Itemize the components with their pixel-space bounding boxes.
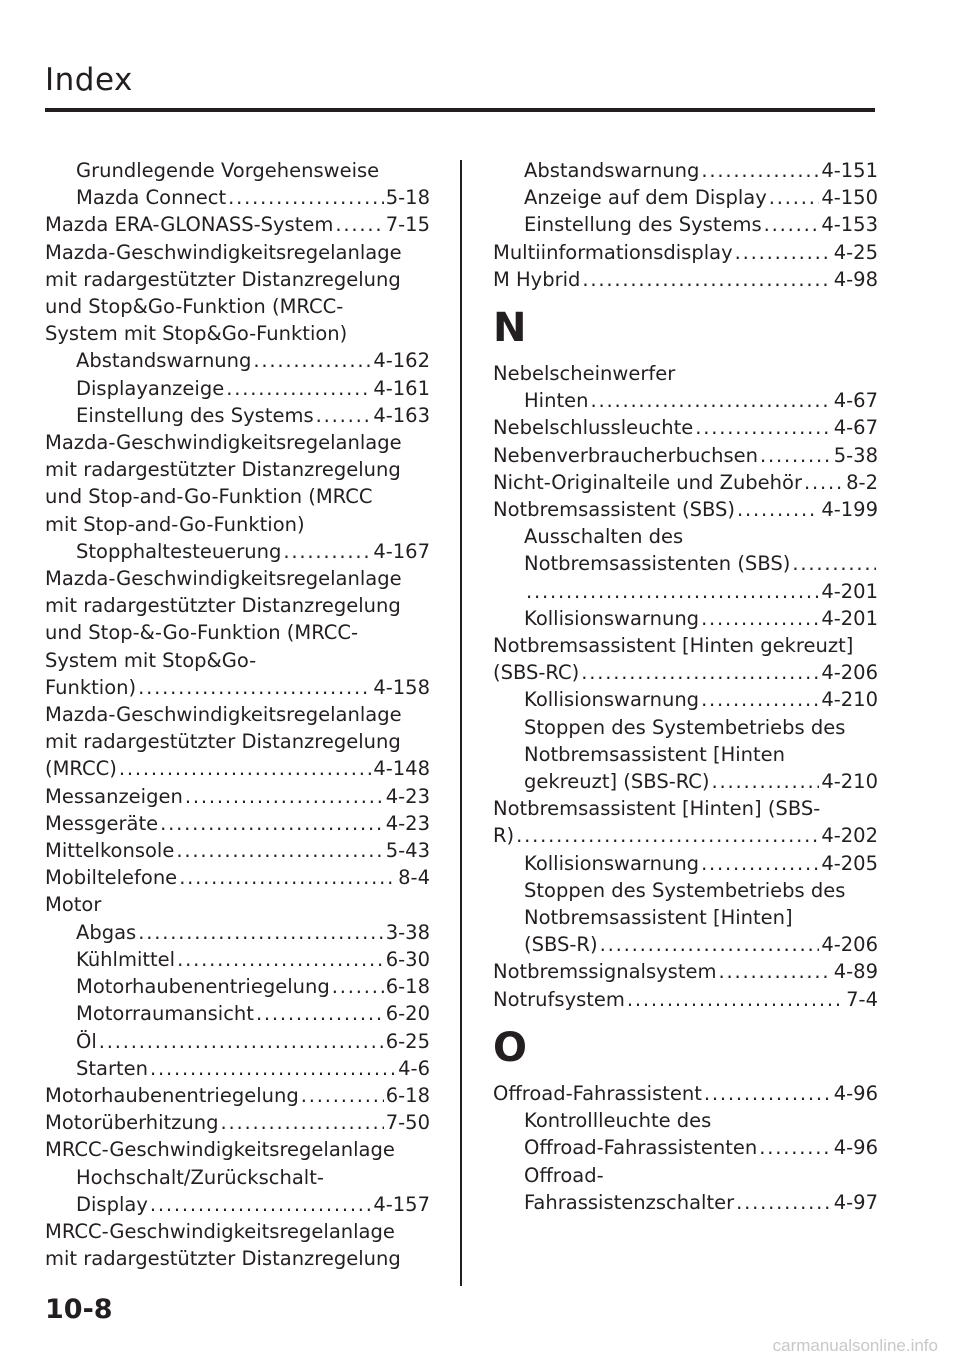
entry-page-reference: 6-18 bbox=[385, 975, 430, 999]
index-entry-heading: Nebelscheinwerfer bbox=[493, 362, 676, 386]
entry-page-reference: 7-15 bbox=[385, 213, 430, 237]
entry-label: Funktion) bbox=[45, 675, 137, 699]
entry-label: Einstellung des Systems bbox=[76, 403, 314, 427]
index-subentry bbox=[45, 1028, 430, 1055]
leader-dots bbox=[804, 469, 844, 496]
entry-label: Fahrassistenzschalter bbox=[524, 1190, 735, 1214]
entry-page-reference: 4-201 bbox=[821, 579, 878, 603]
index-entry-heading: Mazda-Geschwindigkeitsregelanlage bbox=[45, 240, 402, 264]
leader-dots bbox=[590, 387, 831, 414]
index-subentry bbox=[493, 578, 878, 605]
index-entry-heading: MRCC-Geschwindigkeitsregelanlage bbox=[45, 1138, 395, 1162]
leader-dots bbox=[256, 1000, 384, 1027]
index-entry bbox=[493, 1080, 878, 1107]
entry-label: Offroad-Fahrassistenten bbox=[524, 1136, 758, 1160]
entry-page-reference: 4-201 bbox=[821, 606, 878, 630]
leader-dots bbox=[792, 550, 876, 577]
leader-dots bbox=[176, 837, 383, 864]
leader-dots bbox=[316, 402, 372, 429]
leader-dots bbox=[704, 1080, 832, 1107]
index-subentry bbox=[493, 931, 878, 958]
entry-label: R) bbox=[493, 824, 515, 848]
index-entry bbox=[493, 958, 878, 985]
leader-dots bbox=[695, 414, 832, 441]
index-entry bbox=[493, 239, 878, 266]
index-entry bbox=[493, 822, 878, 849]
index-subentry bbox=[493, 1189, 878, 1216]
entry-page-reference: 4-163 bbox=[373, 403, 430, 427]
leader-dots bbox=[735, 239, 832, 266]
leader-dots bbox=[138, 674, 371, 701]
index-subentry-heading: Stoppen des Systembetriebs des bbox=[524, 715, 846, 739]
index-entry bbox=[45, 864, 430, 891]
entry-page-reference: 6-18 bbox=[385, 1083, 430, 1107]
entry-label: Anzeige auf dem Display bbox=[524, 186, 767, 210]
index-entry-heading: Notbremsassistent [Hinten] (SBS- bbox=[493, 797, 821, 821]
index-subentry bbox=[45, 1000, 430, 1027]
entry-label: Motorhaubenentriegelung bbox=[45, 1083, 299, 1107]
leader-dots bbox=[769, 184, 820, 211]
entry-label: Mittelkonsole bbox=[45, 839, 175, 863]
entry-label: Kühlmittel bbox=[76, 947, 176, 971]
leader-dots bbox=[526, 578, 819, 605]
index-subentry bbox=[45, 973, 430, 1000]
entry-label: Notrufsystem bbox=[493, 987, 625, 1011]
index-column-right bbox=[493, 157, 878, 1216]
leader-dots bbox=[701, 157, 819, 184]
entry-page-reference: 4-199 bbox=[821, 498, 878, 522]
entry-label: Display bbox=[76, 1192, 148, 1216]
entry-page-reference: 7-50 bbox=[385, 1111, 430, 1135]
index-subentry bbox=[45, 1055, 430, 1082]
leader-dots bbox=[764, 211, 820, 238]
entry-label: Nebenverbraucherbuchsen bbox=[493, 443, 759, 467]
entry-page-reference: 8-4 bbox=[398, 866, 430, 890]
entry-page-reference: 4-206 bbox=[821, 933, 878, 957]
entry-label: Motorhaubenentriegelung bbox=[76, 975, 330, 999]
entry-label: Notbremsassistenten (SBS) bbox=[524, 552, 791, 576]
leader-dots bbox=[138, 919, 384, 946]
watermark: carmanualsonline.info bbox=[772, 1336, 938, 1355]
entry-page-reference: 5-43 bbox=[385, 839, 430, 863]
index-subentry-heading: Ausschalten des bbox=[524, 525, 684, 549]
index-entry bbox=[45, 755, 430, 782]
section-letter: N bbox=[493, 305, 527, 352]
index-subentry bbox=[493, 211, 878, 238]
entry-page-reference: 4-158 bbox=[373, 675, 430, 699]
leader-dots bbox=[737, 496, 819, 523]
entry-page-reference: 4-210 bbox=[821, 688, 878, 712]
leader-dots bbox=[301, 1082, 384, 1109]
entry-label: (MRCC) bbox=[45, 757, 117, 781]
entry-page-reference: 5-38 bbox=[833, 443, 878, 467]
leader-dots bbox=[221, 1109, 384, 1136]
leader-dots bbox=[228, 184, 384, 211]
index-subentry bbox=[45, 1191, 430, 1218]
entry-label: Kollisionswarnung bbox=[524, 851, 700, 875]
leader-dots bbox=[701, 686, 819, 713]
entry-page-reference: 6-20 bbox=[385, 1002, 430, 1026]
entry-page-reference: 4-153 bbox=[821, 213, 878, 237]
leader-dots bbox=[516, 822, 819, 849]
entry-page-reference: 4-210 bbox=[821, 770, 878, 794]
index-subentry bbox=[45, 538, 430, 565]
entry-page-reference: 4-205 bbox=[821, 851, 878, 875]
index-entry-heading: mit radargestützter Distanzregelung bbox=[45, 1247, 401, 1271]
index-subentry-heading: Hochschalt/Zurückschalt- bbox=[76, 1165, 324, 1189]
index-entry-heading: Motor bbox=[45, 893, 102, 917]
entry-label: Offroad-Fahrassistent bbox=[493, 1081, 702, 1105]
index-entry-heading: mit radargestützter Distanzregelung bbox=[45, 267, 401, 291]
leader-dots bbox=[712, 768, 820, 795]
index-subentry bbox=[45, 184, 430, 211]
page-title: Index bbox=[45, 62, 133, 98]
leader-dots bbox=[760, 442, 832, 469]
entry-label: Motorüberhitzung bbox=[45, 1111, 219, 1135]
entry-label: Mobiltelefone bbox=[45, 866, 178, 890]
index-entry bbox=[45, 674, 430, 701]
leader-dots bbox=[701, 850, 819, 877]
index-entry bbox=[493, 266, 878, 293]
index-entry bbox=[493, 414, 878, 441]
index-subentry-heading: Notbremsassistent [Hinten bbox=[524, 742, 786, 766]
index-entry bbox=[493, 659, 878, 686]
index-subentry-heading: Stoppen des Systembetriebs des bbox=[524, 878, 846, 902]
index-entry-heading: System mit Stop&Go- bbox=[45, 648, 257, 672]
index-subentry bbox=[45, 946, 430, 973]
entry-label: Nicht-Originalteile und Zubehör bbox=[493, 470, 802, 494]
entry-label: Stopphaltesteuerung bbox=[76, 539, 282, 563]
entry-page-reference: 4-89 bbox=[833, 960, 878, 984]
entry-label: Kollisionswarnung bbox=[524, 606, 700, 630]
index-subentry-heading: Kontrollleuchte des bbox=[524, 1109, 712, 1133]
index-subentry bbox=[493, 184, 878, 211]
index-entry-heading: Mazda-Geschwindigkeitsregelanlage bbox=[45, 703, 402, 727]
index-entry-heading: und Stop&Go-Funktion (MRCC- bbox=[45, 295, 344, 319]
index-entry bbox=[45, 1082, 430, 1109]
index-entry-heading: Mazda-Geschwindigkeitsregelanlage bbox=[45, 431, 402, 455]
entry-label: Abgas bbox=[76, 920, 137, 944]
column-divider bbox=[460, 160, 462, 1286]
entry-label: Mazda Connect bbox=[76, 186, 227, 210]
index-subentry bbox=[493, 768, 878, 795]
entry-page-reference: 6-25 bbox=[385, 1029, 430, 1053]
entry-page-reference: 4-206 bbox=[821, 661, 878, 685]
entry-label: Displayanzeige bbox=[76, 376, 225, 400]
leader-dots bbox=[582, 266, 831, 293]
entry-label: gekreuzt] (SBS-RC) bbox=[524, 770, 710, 794]
leader-dots bbox=[581, 659, 819, 686]
leader-dots bbox=[160, 810, 384, 837]
index-entry-heading: und Stop-and-Go-Funktion (MRCC bbox=[45, 485, 373, 509]
leader-dots bbox=[718, 958, 831, 985]
leader-dots bbox=[600, 931, 820, 958]
entry-page-reference: 4-67 bbox=[833, 389, 878, 413]
index-subentry bbox=[493, 550, 878, 577]
entry-page-reference: 8-2 bbox=[846, 470, 878, 494]
index-subentry bbox=[45, 919, 430, 946]
index-subentry-heading: Offroad- bbox=[524, 1163, 604, 1187]
index-entry-heading: mit radargestützter Distanzregelung bbox=[45, 594, 401, 618]
leader-dots bbox=[226, 375, 371, 402]
leader-dots bbox=[150, 1055, 396, 1082]
entry-label: Motorraumansicht bbox=[76, 1002, 254, 1026]
index-entry bbox=[493, 986, 878, 1013]
entry-label: Multiinformationsdisplay bbox=[493, 240, 733, 264]
entry-page-reference: 4-157 bbox=[373, 1192, 430, 1216]
leader-dots bbox=[99, 1028, 384, 1055]
entry-page-reference: 4-148 bbox=[373, 757, 430, 781]
entry-label: Messgeräte bbox=[45, 811, 159, 835]
leader-dots bbox=[283, 538, 371, 565]
entry-page-reference: 4-67 bbox=[833, 416, 878, 440]
entry-page-reference: 4-25 bbox=[833, 240, 878, 264]
index-entry bbox=[45, 837, 430, 864]
leader-dots bbox=[150, 1191, 371, 1218]
entry-label: Abstandswarnung bbox=[524, 159, 700, 182]
index-entry bbox=[45, 810, 430, 837]
entry-label: Abstandswarnung bbox=[76, 349, 252, 373]
index-subentry bbox=[45, 347, 430, 374]
page-number: 10-8 bbox=[45, 1294, 113, 1325]
index-entry-heading: und Stop-&-Go-Funktion (MRCC- bbox=[45, 621, 359, 645]
entry-label: M Hybrid bbox=[493, 267, 581, 291]
entry-page-reference: 4-96 bbox=[833, 1081, 878, 1105]
entry-label: Mazda ERA-GLONASS-System bbox=[45, 213, 334, 237]
section-letter: O bbox=[493, 1024, 528, 1071]
entry-page-reference: 4-162 bbox=[373, 349, 430, 373]
entry-page-reference: 4-98 bbox=[833, 267, 878, 291]
entry-label: Kollisionswarnung bbox=[524, 688, 700, 712]
index-subentry-heading: Notbremsassistent [Hinten] bbox=[524, 906, 793, 930]
leader-dots bbox=[177, 946, 384, 973]
index-entry-heading: System mit Stop&Go-Funktion) bbox=[45, 322, 348, 346]
entry-page-reference: 4-23 bbox=[385, 811, 430, 835]
index-subentry bbox=[493, 605, 878, 632]
index-entry-heading: mit radargestützter Distanzregelung bbox=[45, 730, 401, 754]
leader-dots bbox=[179, 864, 396, 891]
entry-page-reference: 4-167 bbox=[373, 539, 430, 563]
entry-label: Notbremsassistent (SBS) bbox=[493, 498, 735, 522]
leader-dots bbox=[253, 347, 371, 374]
index-entry-heading: Notbremsassistent [Hinten gekreuzt] bbox=[493, 634, 854, 658]
entry-page-reference: 4-202 bbox=[821, 824, 878, 848]
index-subentry bbox=[45, 402, 430, 429]
index-entry-heading: Mazda-Geschwindigkeitsregelanlage bbox=[45, 567, 402, 591]
leader-dots bbox=[185, 783, 384, 810]
leader-dots bbox=[332, 973, 384, 1000]
entry-page-reference: 4-96 bbox=[833, 1136, 878, 1160]
entry-page-reference: 4-151 bbox=[821, 159, 878, 182]
index-entry-heading: mit Stop-and-Go-Funktion) bbox=[45, 512, 305, 536]
entry-page-reference: 7-4 bbox=[846, 987, 878, 1011]
entry-page-reference: 4-97 bbox=[833, 1190, 878, 1214]
entry-page-reference: 5-18 bbox=[385, 186, 430, 210]
index-entry bbox=[493, 442, 878, 469]
index-subentry bbox=[493, 1134, 878, 1161]
index-column-left bbox=[45, 157, 430, 1272]
index-entry bbox=[493, 496, 878, 523]
entry-label: Nebelschlussleuchte bbox=[493, 416, 694, 440]
index-subentry bbox=[493, 686, 878, 713]
entry-label: Einstellung des Systems bbox=[524, 213, 762, 237]
index-subentry bbox=[493, 157, 878, 184]
entry-page-reference: 4-23 bbox=[385, 784, 430, 808]
entry-label: Öl bbox=[76, 1029, 97, 1053]
index-entry-heading: mit radargestützter Distanzregelung bbox=[45, 458, 401, 482]
index-entry bbox=[45, 211, 430, 238]
leader-dots bbox=[736, 1189, 832, 1216]
index-entry-heading: MRCC-Geschwindigkeitsregelanlage bbox=[45, 1219, 395, 1243]
index-subentry-heading: Grundlegende Vorgehensweise bbox=[76, 159, 380, 182]
entry-label: Messanzeigen bbox=[45, 784, 183, 808]
entry-page-reference: 4-6 bbox=[398, 1056, 430, 1080]
index-entry bbox=[45, 783, 430, 810]
entry-label: Notbremssignalsystem bbox=[493, 960, 717, 984]
entry-page-reference: 6-30 bbox=[385, 947, 430, 971]
entry-page-reference: 3-38 bbox=[385, 920, 430, 944]
entry-page-reference: 4-161 bbox=[373, 376, 430, 400]
leader-dots bbox=[119, 755, 371, 782]
index-entry bbox=[45, 1109, 430, 1136]
entry-label: Starten bbox=[76, 1056, 148, 1080]
entry-label: (SBS-RC) bbox=[493, 661, 580, 685]
entry-page-reference: 4-150 bbox=[821, 186, 878, 210]
leader-dots bbox=[759, 1134, 831, 1161]
header-rule bbox=[45, 108, 875, 112]
index-subentry bbox=[493, 850, 878, 877]
index-subentry bbox=[493, 387, 878, 414]
leader-dots bbox=[627, 986, 844, 1013]
index-entry bbox=[493, 469, 878, 496]
leader-dots bbox=[701, 605, 819, 632]
index-subentry bbox=[45, 375, 430, 402]
leader-dots bbox=[335, 211, 383, 238]
entry-label: (SBS-R) bbox=[524, 933, 598, 957]
entry-label: Hinten bbox=[524, 389, 589, 413]
